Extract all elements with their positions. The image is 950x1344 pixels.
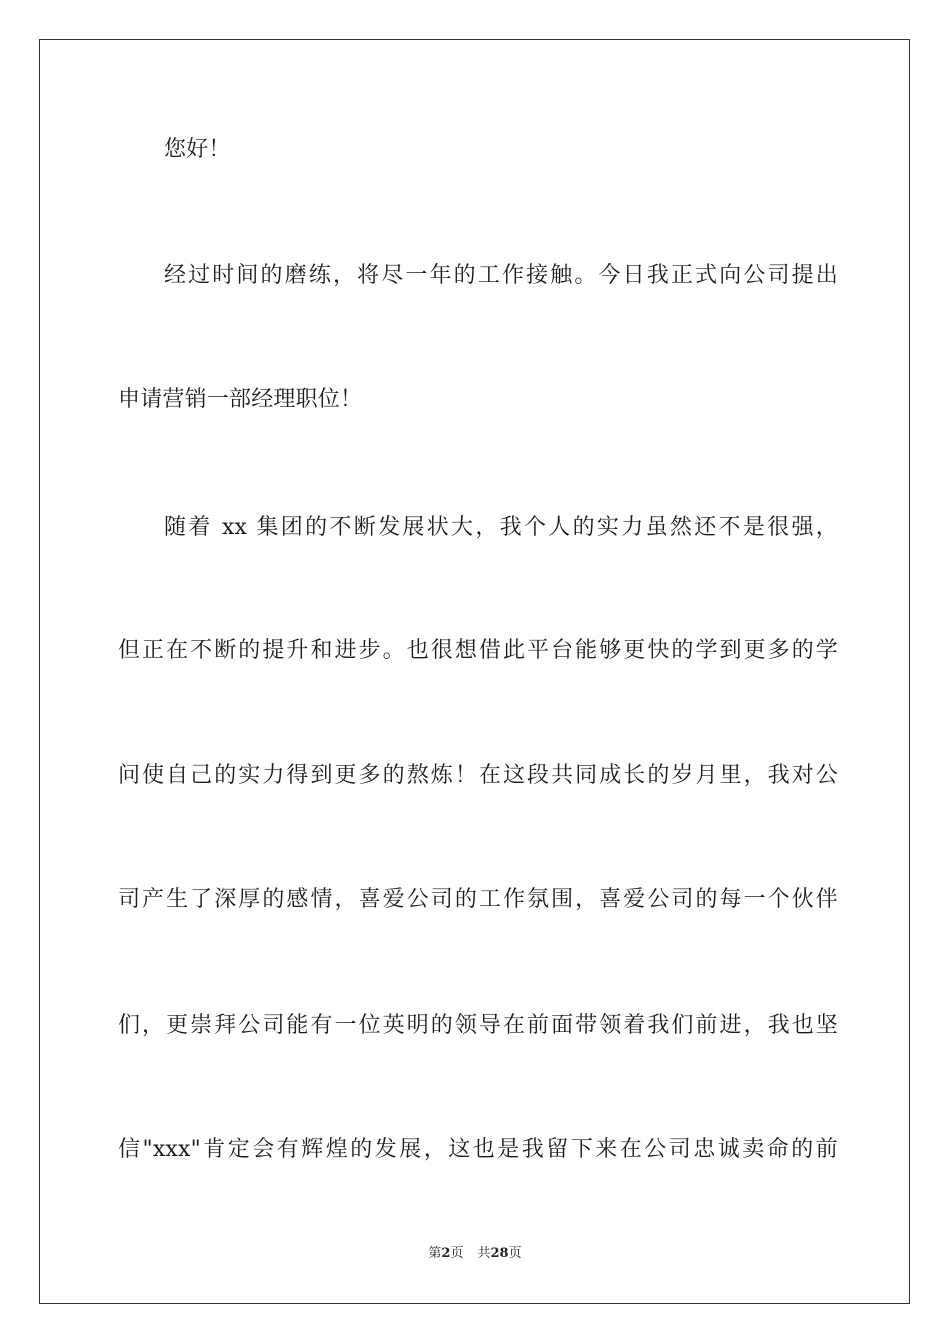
page-current: 2 — [441, 1246, 451, 1261]
paragraph-line: 们，更崇拜公司能有一位英明的领导在前面带领着我们前进，我也坚 — [118, 1013, 838, 1038]
paragraph-line: 司产生了深厚的感情，喜爱公司的工作氛围，喜爱公司的每一个伙伴 — [118, 887, 838, 912]
page-footer — [0, 1245, 950, 1263]
page-prefix: 第 — [428, 1246, 442, 1261]
total-prefix: 共 — [477, 1246, 491, 1261]
paragraph-line: 申请营销一部经理职位！ — [118, 387, 363, 412]
page-frame — [39, 39, 910, 1304]
total-suffix: 页 — [508, 1246, 522, 1261]
page-total: 28 — [490, 1246, 509, 1261]
greeting-line: 您好！ — [164, 137, 231, 162]
paragraph-line: 信"xxx"肯定会有辉煌的发展，这也是我留下来在公司忠诚卖命的前 — [118, 1137, 838, 1162]
paragraph-line: 经过时间的磨练，将尽一年的工作接触。今日我正式向公司提出 — [164, 263, 838, 288]
paragraph-line: 问使自己的实力得到更多的熬炼！在这段共同成长的岁月里，我对公 — [118, 763, 838, 788]
paragraph-line: 但正在不断的提升和进步。也很想借此平台能够更快的学到更多的学 — [118, 638, 838, 663]
paragraph-line: 随着 xx 集团的不断发展状大，我个人的实力虽然还不是很强， — [164, 515, 838, 540]
page-suffix: 页 — [450, 1246, 464, 1261]
